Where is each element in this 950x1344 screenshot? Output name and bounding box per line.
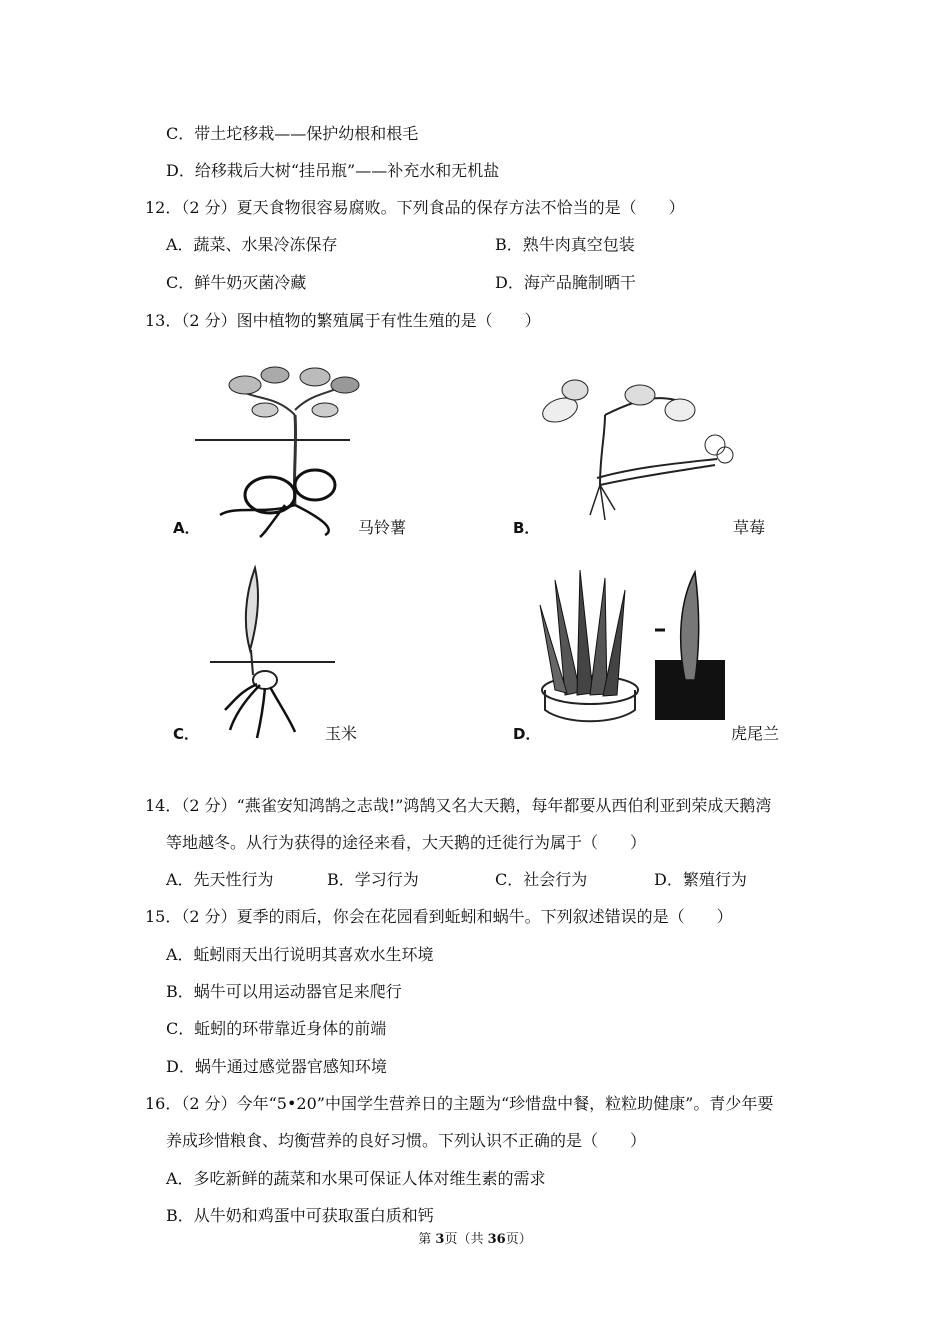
q14-option-b: B．学习行为	[327, 870, 419, 889]
q11-option-d: D．给移栽后大树“挂吊瓶”——补充水和无机盐	[166, 161, 500, 180]
footer-total-pages: 36	[487, 1232, 506, 1247]
q16-stem-line2: 养成珍惜粮食、均衡营养的良好习惯。下列认识不正确的是（ ）	[166, 1131, 647, 1150]
q15-option-c: C．蚯蚓的环带靠近身体的前端	[166, 1019, 387, 1038]
q15-option-a: A．蚯蚓雨天出行说明其喜欢水生环境	[166, 945, 434, 964]
page-footer	[0, 1228, 950, 1247]
footer-page-number: 3	[435, 1232, 445, 1247]
panel-d-name: 虎尾兰	[731, 724, 780, 743]
q16-option-b: B．从牛奶和鸡蛋中可获取蛋白质和钙	[166, 1206, 434, 1225]
panel-c	[165, 560, 465, 750]
corn-seedling-illustration	[165, 560, 465, 750]
panel-b-name: 草莓	[733, 518, 766, 537]
q12-option-d: D．海产品腌制晒干	[495, 273, 636, 292]
q13-stem: 13．（2 分）图中植物的繁殖属于有性生殖的是（ ）	[145, 311, 541, 330]
q12-option-a: A．蔬菜、水果冷冻保存	[166, 235, 338, 254]
footer-suffix: 页）	[505, 1232, 532, 1247]
panel-c-name: 玉米	[325, 724, 358, 743]
potato-plant-illustration	[165, 355, 465, 545]
footer-middle: 页（共	[444, 1232, 488, 1247]
q12-option-c: C．鲜牛奶灭菌冷藏	[166, 273, 307, 292]
footer-prefix: 第	[418, 1232, 436, 1247]
panel-b-letter: B．	[513, 519, 540, 537]
panel-d	[505, 560, 805, 750]
q14-option-c: C．社会行为	[495, 870, 588, 889]
panel-a-name: 马铃薯	[358, 518, 407, 537]
q15-stem: 15．（2 分）夏季的雨后，你会在花园看到蚯蚓和蜗牛。下列叙述错误的是（ ）	[145, 907, 733, 926]
q14-stem-line1: 14．（2 分）“燕雀安知鸿鹄之志哉!”鸿鹄又名大天鹅，每年都要从西伯利亚到荣成天鹅湾	[145, 796, 772, 815]
q13-figure	[165, 355, 805, 755]
q12-option-b: B．熟牛肉真空包装	[495, 235, 635, 254]
q15-option-b: B．蜗牛可以用运动器官足来爬行	[166, 982, 402, 1001]
q12-stem: 12．（2 分）夏天食物很容易腐败。下列食品的保存方法不恰当的是（ ）	[145, 198, 685, 217]
panel-c-letter: C．	[173, 725, 200, 743]
q15-option-d: D．蜗牛通过感觉器官感知环境	[166, 1057, 387, 1076]
panel-d-letter: D．	[513, 725, 541, 743]
q11-option-c: C．带土坨移栽——保护幼根和根毛	[166, 124, 419, 143]
q16-option-a: A．多吃新鲜的蔬菜和水果可保证人体对维生素的需求	[166, 1169, 546, 1188]
q14-stem-line2: 等地越冬。从行为获得的途径来看，大天鹅的迁徙行为属于（ ）	[166, 833, 647, 852]
panel-b	[505, 355, 805, 545]
panel-a	[165, 355, 465, 545]
q14-option-a: A．先天性行为	[166, 870, 274, 889]
q16-stem-line1: 16．（2 分）今年“5•20”中国学生营养日的主题为“珍惜盘中餐，粒粒助健康”。青少年要	[145, 1094, 774, 1113]
panel-a-letter: A．	[173, 519, 200, 537]
q14-option-d: D．繁殖行为	[654, 870, 747, 889]
